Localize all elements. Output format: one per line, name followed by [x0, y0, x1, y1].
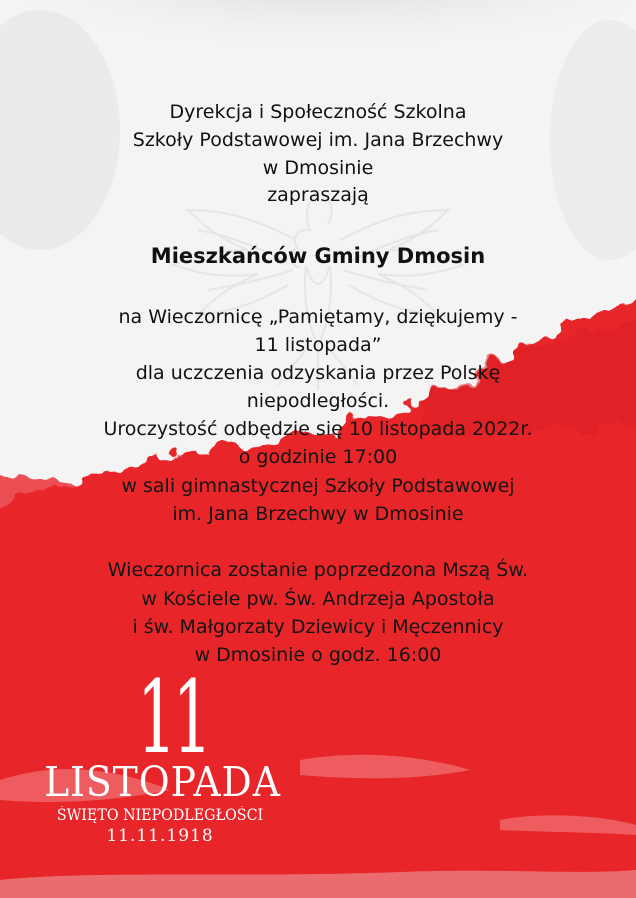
event-line: na Wieczornicę „Pamiętamy, dziękujemy -: [118, 306, 518, 328]
event-line: 11 listopada”: [254, 334, 382, 356]
host-line: w Dmosinie: [262, 157, 374, 179]
event-line: im. Jana Brzechwy w Dmosinie: [172, 503, 464, 525]
mass-line: w Kościele pw. Św. Andrzeja Apostoła: [141, 588, 495, 610]
logo-subtitle: ŚWIĘTO NIEPODLEGŁOŚCI: [56, 806, 264, 824]
addressee-heading: Mieszkańców Gminy Dmosin: [150, 244, 486, 268]
event-time-line: o godzinie 17:00: [238, 446, 398, 468]
logo-word: LISTOPADA: [44, 758, 281, 806]
event-date-line: Uroczystość odbędzie się 10 listopada 2022r.: [103, 418, 533, 440]
mass-line: w Dmosinie o godz. 16:00: [194, 644, 442, 666]
host-line: Szkoły Podstawowej im. Jana Brzechwy: [132, 129, 504, 151]
mass-line: i św. Małgorzaty Dziewicy i Męczennicy: [132, 616, 504, 638]
mass-line: Wieczornica zostanie poprzedzona Mszą Św.: [107, 559, 529, 581]
logo-number: 11: [137, 659, 209, 776]
logo-date: 11.11.1918: [106, 826, 214, 846]
event-line: niepodległości.: [246, 390, 390, 412]
event-line: w sali gimnastycznej Szkoły Podstawowej: [121, 475, 515, 497]
host-line: Dyrekcja i Społeczność Szkolna: [169, 101, 467, 123]
event-line: dla uczczenia odzyskania przez Polskę: [135, 362, 501, 384]
host-line: zapraszają: [267, 184, 369, 206]
